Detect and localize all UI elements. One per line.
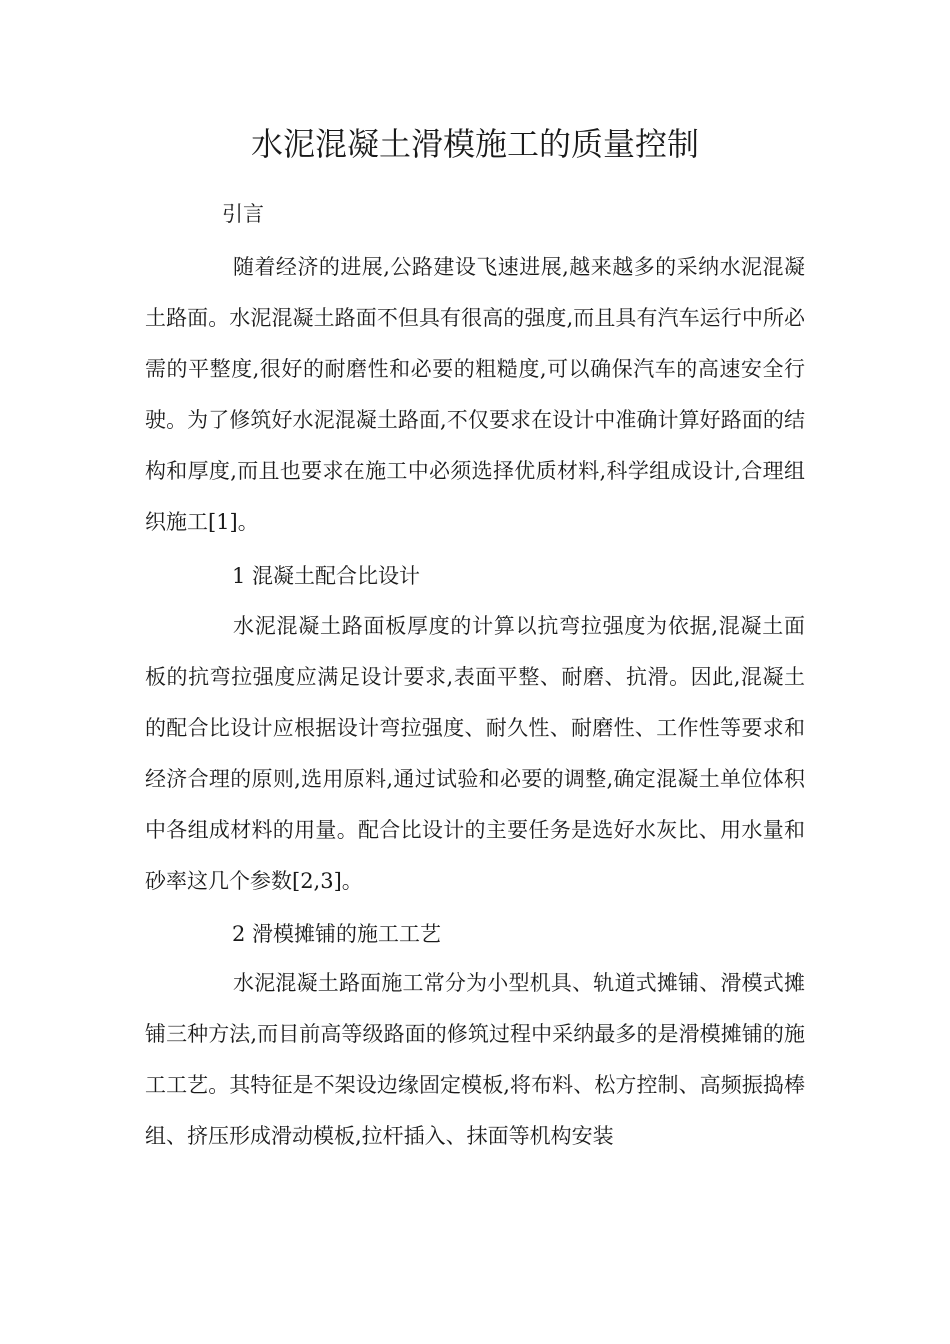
section-2-heading: 2 滑模摊铺的施工工艺 [232,922,442,946]
section-2-paragraph: 水泥混凝土路面施工常分为小型机具、轨道式摊铺、滑模式摊铺三种方法,而目前高等级路面的修筑过程中采纳最多的是滑模摊铺的施工工艺。其特征是不架设边缘固定模板,将布料、松方控制、高频振捣棒组、挤压形成滑动模板,拉杆插入、抹面等机构安装 [145,971,805,1148]
intro-paragraph: 随着经济的进展,公路建设飞速进展,越来越多的采纳水泥混凝土路面。水泥混凝土路面不但具有很高的强度,而且具有汽车运行中所必需的平整度,很好的耐磨性和必要的粗糙度,可以确保汽车的高速安全行驶。为了修筑好水泥混凝土路面,不仅要求在设计中准确计算好路面的结构和厚度,而且也要求在施工中必须选择优质材料,科学组成设计,合理组织施工[1]。 [145,255,805,534]
section-1-heading: 1 混凝土配合比设计 [232,564,421,588]
section-1-paragraph: 水泥混凝土路面板厚度的计算以抗弯拉强度为依据,混凝土面板的抗弯拉强度应满足设计要求,表面平整、耐磨、抗滑。因此,混凝土的配合比设计应根据设计弯拉强度、耐久性、耐磨性、工作性等要求和经济合理的原则,选用原料,通过试验和必要的调整,确定混凝土单位体积中各组成材料的用量。配合比设计的主要任务是选好水灰比、用水量和砂率这几个参数[2,3]。 [145,614,805,893]
document-title: 水泥混凝土滑模施工的质量控制 [250,125,699,163]
intro-heading: 引言 [222,202,264,226]
